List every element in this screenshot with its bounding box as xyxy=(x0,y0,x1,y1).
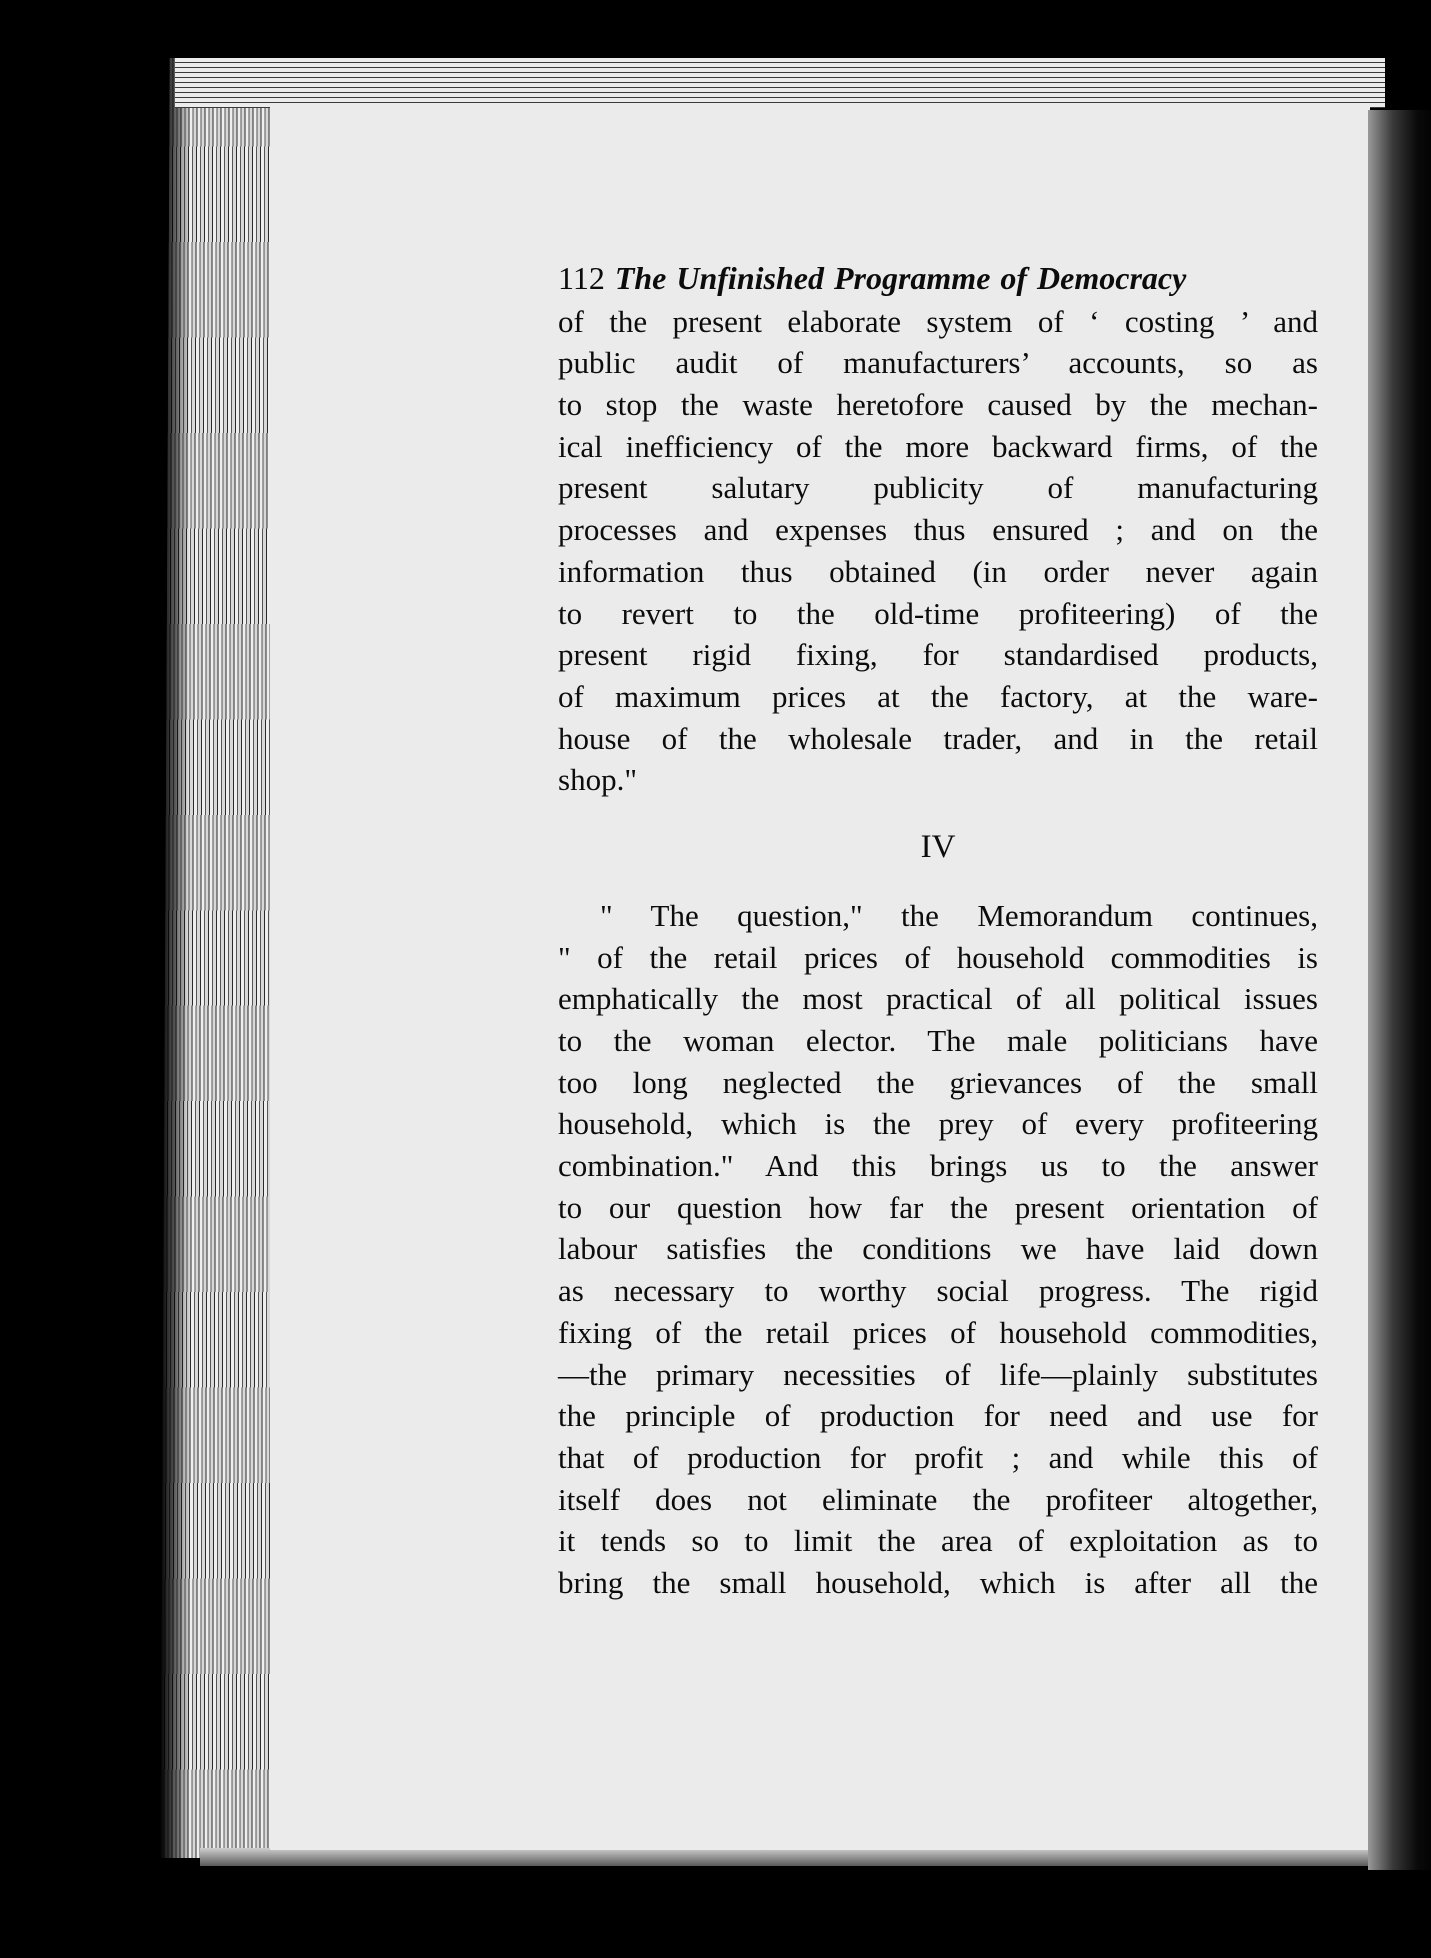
text-line: bring the small household, which is after all the xyxy=(558,1564,1318,1600)
section-heading: IV xyxy=(920,828,956,865)
text-line: itself does not eliminate the profiteer altogether, xyxy=(558,1481,1318,1517)
text-line: house of the wholesale trader, and in the retail xyxy=(558,720,1318,756)
text-line: shop." xyxy=(558,762,637,798)
text-line: of maximum prices at the factory, at the ware- xyxy=(558,678,1318,714)
text-line: present salutary publicity of manufacturing xyxy=(558,470,1318,506)
paragraph-2 xyxy=(558,895,1318,1604)
text-line: to the woman elector. The male politicians have xyxy=(558,1023,1318,1059)
page-text-block xyxy=(558,258,1318,1604)
text-line: to stop the waste heretofore caused by the mechan- xyxy=(558,387,1318,423)
running-head-title: The Unfinished Programme of Democracy xyxy=(614,260,1187,296)
text-line: public audit of manufacturers’ accounts, so as xyxy=(558,345,1318,381)
book-top-edge xyxy=(175,58,1385,108)
paragraph-1 xyxy=(558,301,1318,801)
page-number: 112 xyxy=(558,260,605,296)
text-line: combination." And this brings us to the answer xyxy=(558,1148,1318,1184)
text-line: of the present elaborate system of ‘ costing ’ and xyxy=(558,303,1318,339)
text-line: ical inefficiency of the more backward firms, of the xyxy=(558,428,1318,464)
text-line: —the primary necessities of life—plainly substitutes xyxy=(558,1356,1318,1392)
text-line: " of the retail prices of household commodities is xyxy=(558,939,1318,975)
text-line: processes and expenses thus ensured ; and on the xyxy=(558,512,1318,548)
text-line: information thus obtained (in order never again xyxy=(558,553,1318,589)
text-line: " The question," the Memorandum continues, xyxy=(600,897,1318,933)
book-edge-shadow xyxy=(160,50,190,1870)
text-line: to our question how far the present orientation of xyxy=(558,1189,1318,1225)
running-head xyxy=(558,258,1318,300)
book-bottom-edge xyxy=(200,1848,1380,1866)
text-line: fixing of the retail prices of household commodities, xyxy=(558,1314,1318,1350)
text-line: emphatically the most practical of all political issues xyxy=(558,981,1318,1017)
text-line: the principle of production for need and use for xyxy=(558,1398,1318,1434)
text-line: as necessary to worthy social progress. The rigid xyxy=(558,1273,1318,1309)
book-gutter-shadow xyxy=(1368,110,1431,1870)
text-line: present rigid fixing, for standardised products, xyxy=(558,637,1318,673)
text-line: labour satisfies the conditions we have laid down xyxy=(558,1231,1318,1267)
text-line: to revert to the old-time profiteering) of the xyxy=(558,595,1318,631)
text-line: that of production for profit ; and while this of xyxy=(558,1439,1318,1475)
text-line: too long neglected the grievances of the small xyxy=(558,1064,1318,1100)
text-line: it tends so to limit the area of exploitation as to xyxy=(558,1523,1318,1559)
text-line: household, which is the prey of every profiteering xyxy=(558,1106,1318,1142)
